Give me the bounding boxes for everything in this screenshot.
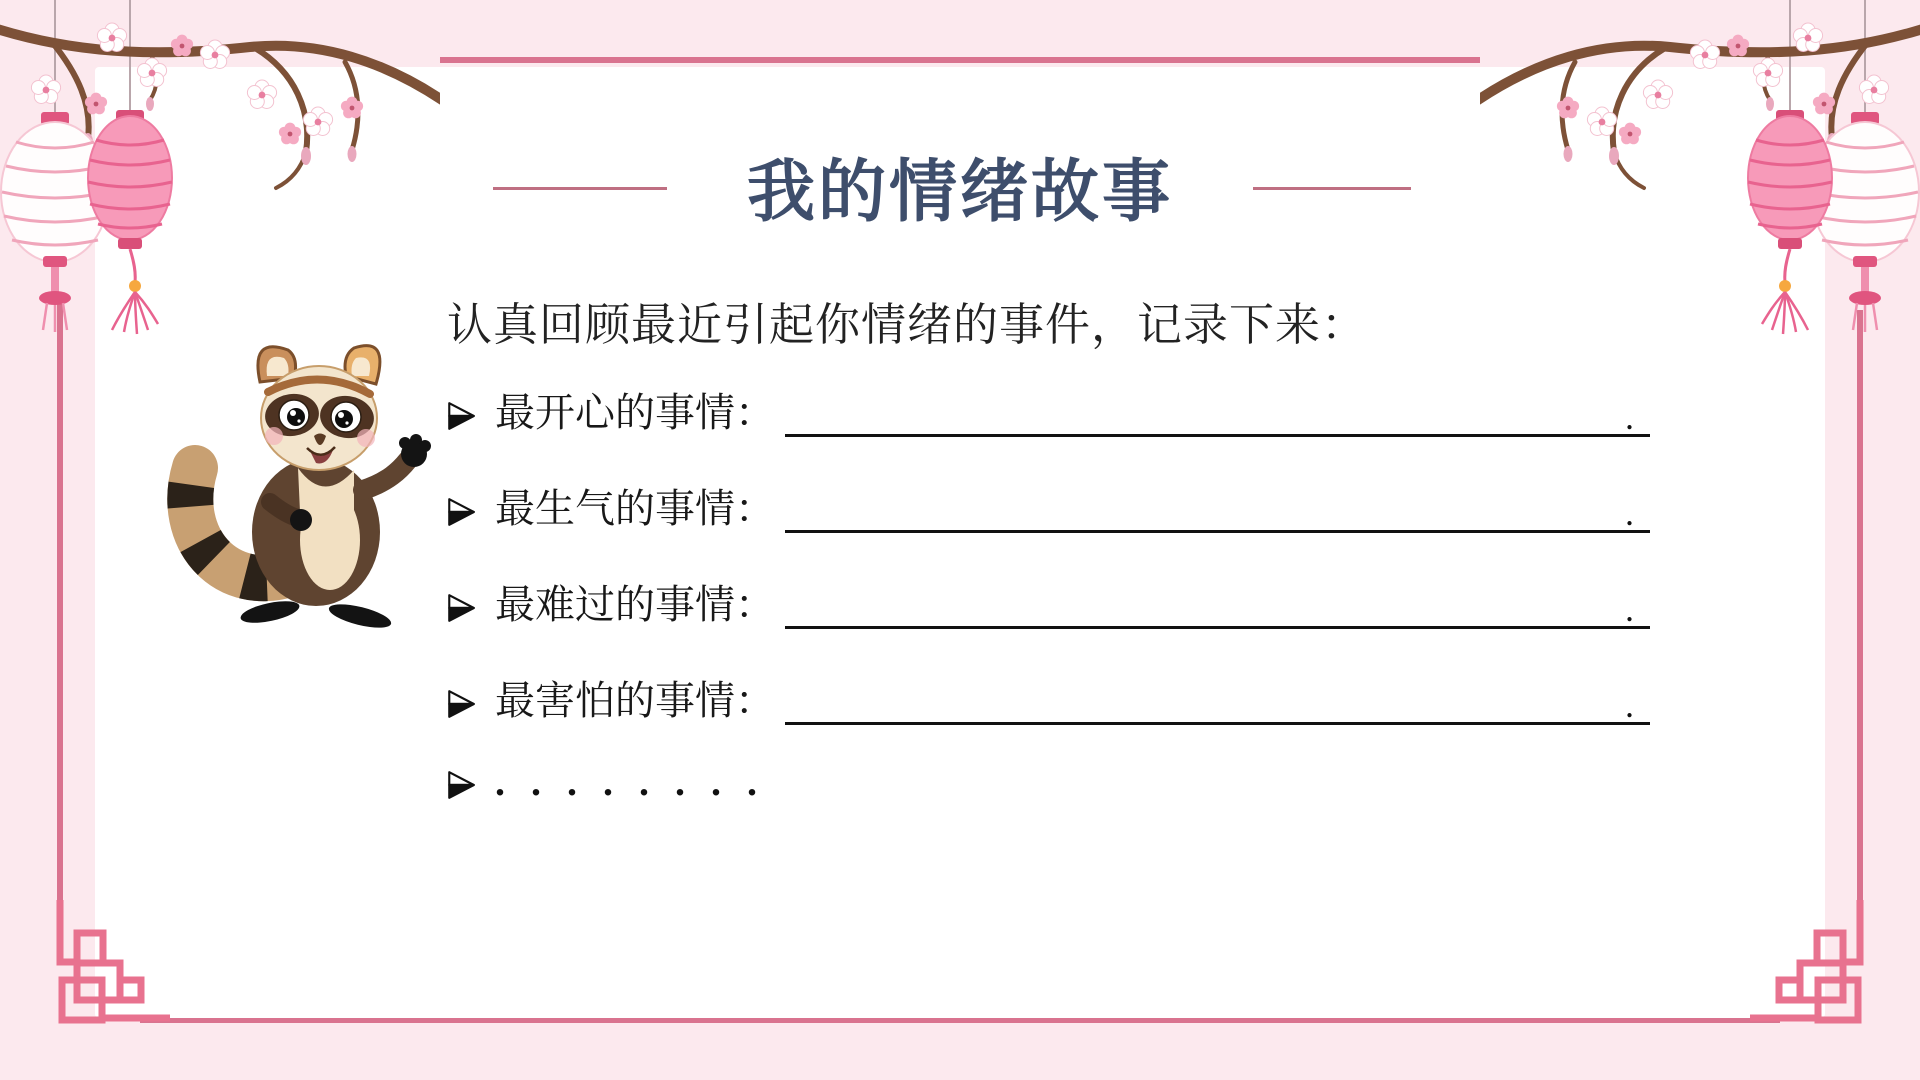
bullet-row	[445, 484, 1650, 533]
chinese-knot-icon	[1750, 900, 1900, 1050]
bullet-row	[445, 676, 1650, 725]
title-divider-right	[1253, 187, 1411, 190]
fill-in-blank-line	[785, 580, 1650, 629]
chinese-knot-icon	[20, 900, 170, 1050]
frame-border-right	[1857, 310, 1863, 900]
arrow-bullet-icon	[445, 592, 477, 624]
ellipsis-dots: . . . . . . . .	[495, 759, 765, 804]
bullet-row	[445, 580, 1650, 629]
bullet-label: 最难过的事情：	[495, 582, 775, 627]
arrow-bullet-icon	[445, 496, 477, 528]
intro-text: 认真回顾最近引起你情绪的事件，记录下来：	[447, 300, 1368, 350]
fill-in-blank-line	[785, 484, 1650, 533]
arrow-bullet-icon	[445, 688, 477, 720]
blank-end-period: .	[1625, 493, 1634, 533]
arrow-bullet-icon	[445, 769, 477, 801]
raccoon-illustration	[148, 320, 448, 630]
blank-end-period: .	[1625, 589, 1634, 629]
blank-end-period: .	[1625, 685, 1634, 725]
bullet-label: 最开心的事情：	[495, 390, 775, 435]
bullet-row	[445, 388, 1650, 437]
frame-border-top	[440, 57, 1480, 63]
bullet-label: 最生气的事情：	[495, 486, 775, 531]
arrow-bullet-icon	[445, 400, 477, 432]
page-title: 我的情绪故事	[746, 154, 1173, 230]
blank-end-period: .	[1625, 397, 1634, 437]
fill-in-blank-line	[785, 388, 1650, 437]
bullet-label: 最害怕的事情：	[495, 678, 775, 723]
frame-border-left	[57, 300, 63, 900]
fill-in-blank-line	[785, 676, 1650, 725]
bullet-row	[445, 759, 1650, 804]
